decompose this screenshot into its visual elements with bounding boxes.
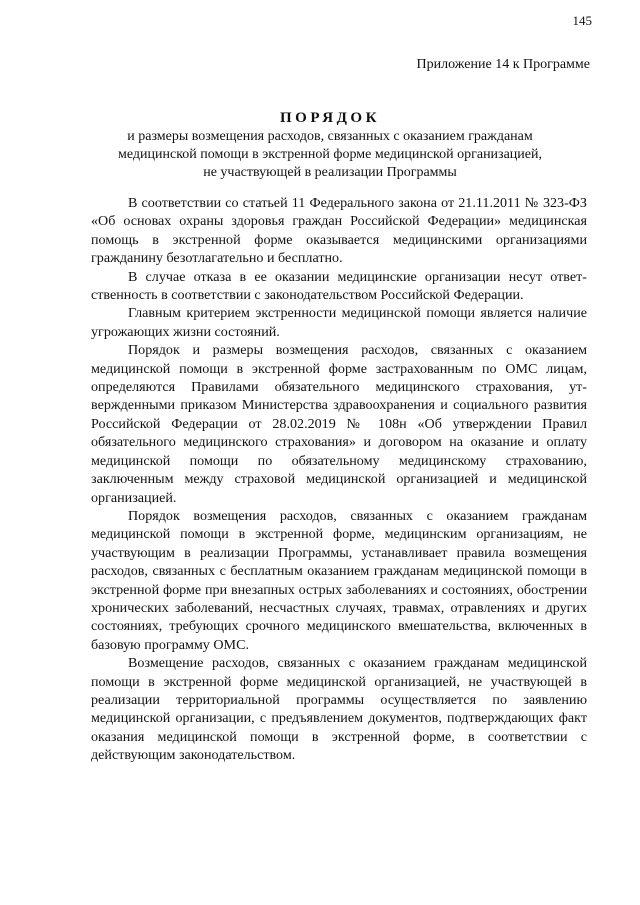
title-block: [60, 108, 600, 182]
body-paragraph: Порядок возмещения расходов, связанных с оказанием гражданам медицинской помощи в экстренной форме, медицинским организациям, не участвующим в реализации Программы, устанавливает правила возмещения расходов, связанных с бесплатным оказанием гражданам медицинской помощи в экстренной форме при внезапных острых заболеваниях и состояниях, обострении хронических заболеваний, несчастных случаях, травмах, отравлениях и других состояниях, требующих срочного медицинского вмешательства, включенных в базовую программу ОМС.: [91, 507, 587, 653]
body-paragraph: В случае отказа в ее оказании медицинские организации несут ответственность в соответствии с законодательством Российской Федерации.: [91, 268, 587, 304]
body-paragraph: В соответствии со статьей 11 Федерального закона от 21.11.2011 № 323-ФЗ «Об основах охраны здоровья граждан Российской Федерации» медицинская помощь в экстренной форме оказывается медицинскими организациями гражданину безотлагательно и бесплатно.: [91, 195, 587, 267]
subtitle-line: и размеры возмещения расходов, связанных с оказанием гражданам: [127, 129, 533, 144]
body-paragraph: Главным критерием экстренности медицинской помощи является наличие угрожающих жизни состояний.: [91, 305, 587, 340]
body-paragraph: Возмещение расходов, связанных с оказанием гражданам медицинской помощи в экстренной форме медицинской организацией, не участвующей в реализации территориальной программы осуществляется по заявлению медицинской организации, с предъявлением документов, подтверждающих факт оказания медицинской помощи в экстренной форме, в соответствии с действующим законодательством.: [91, 655, 587, 764]
page-number: 145: [572, 13, 592, 28]
document-title: ПОРЯДОК: [280, 110, 380, 126]
subtitle-line: медицинской помощи в экстренной форме медицинской организацией,: [118, 147, 542, 162]
subtitle-line: не участвующей в реализации Программы: [203, 165, 457, 180]
appendix-label: Приложение 14 к Программе: [416, 57, 590, 72]
document-body: [91, 194, 587, 765]
body-paragraph: Порядок и размеры возмещения расходов, связанных с оказанием медицинской помощи в экстренной форме застрахованным по ОМС лицам, определяются Правилами обязательного медицинского страхования, утвержденными приказом Министерства здравоохранения и социального развития Российской Федерации от 28.02.2019 № 108н «Об утверждении Правил обязательного медицинского страхования» и договором на оказание и оплату медицинской помощи по обязательному медицинскому страхованию, заключенным между страховой медицинской организацией и медицинской организацией.: [91, 342, 587, 506]
